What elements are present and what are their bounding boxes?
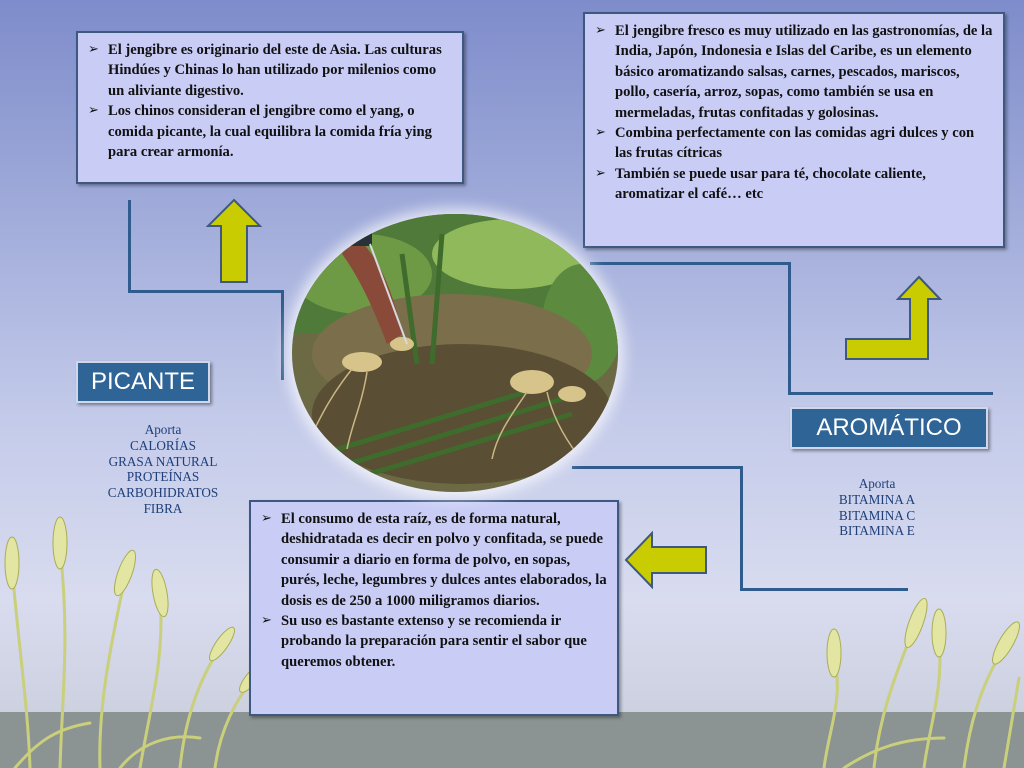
wheat-grass-left xyxy=(0,508,270,768)
up-arrow-icon xyxy=(206,198,262,284)
aromatico-label: AROMÁTICO xyxy=(790,407,988,449)
connector-line xyxy=(590,262,790,265)
nutrient-item: BITAMINA C xyxy=(838,507,916,523)
connector-line xyxy=(740,588,908,591)
origin-info-box xyxy=(76,31,464,184)
bullet-item: ➢ Los chinos consideran el jengibre como el yang, o comida picante, la cual equilibra la comida fría ying para crear armonía. xyxy=(88,101,452,162)
ginger-photo-illustration xyxy=(292,214,618,492)
gastronomy-info-box xyxy=(583,12,1005,248)
consumption-info-box xyxy=(249,500,619,716)
connector-line xyxy=(740,466,743,590)
gastronomy-bullet-list xyxy=(595,21,993,205)
bullet-item: ➢ Su uso es bastante extenso y se recomienda ir probando la preparación para sentir el sabor que queremos obtener. xyxy=(261,611,607,672)
nutrient-item: GRASA NATURAL xyxy=(108,453,218,469)
bullet-item: ➢ El jengibre es originario del este de Asia. Las culturas Hindúes y Chinas lo han utilizado por milenios como un aliviante digestivo. xyxy=(88,40,452,101)
origin-bullet-list xyxy=(88,40,452,162)
bullet-item: ➢ También se puede usar para té, chocolate caliente, aromatizar el café… etc xyxy=(595,164,993,205)
wheat-grass-right xyxy=(804,568,1024,768)
connector-line xyxy=(281,290,284,380)
nutrient-item: CARBOHIDRATOS xyxy=(107,485,219,501)
bullet-item: ➢ El jengibre fresco es muy utilizado en las gastronomías, de la India, Japón, Indonesia e Islas del Caribe, es un elemento básico aromatizando salsas, carnes, pescados, mariscos, pollo, casería, arroz, sopas, como también se usa en mermeladas, frutas confitadas y golosinas. xyxy=(595,21,993,123)
nutrient-item: FIBRA xyxy=(143,500,183,516)
left-arrow-icon xyxy=(624,531,708,589)
ginger-plant-photo xyxy=(292,214,618,492)
nutrient-item: BITAMINA A xyxy=(838,491,916,507)
nutrient-item: BITAMINA E xyxy=(839,523,915,539)
connector-line xyxy=(128,290,283,293)
nutrient-item: CALORÍAS xyxy=(130,437,196,453)
connector-line xyxy=(128,200,131,292)
nutrient-item: Aporta xyxy=(144,422,182,437)
nutrient-item: Aporta xyxy=(858,476,896,491)
aromatico-nutrients xyxy=(817,476,937,539)
picante-label: PICANTE xyxy=(76,361,210,403)
picante-nutrients xyxy=(88,422,238,517)
connector-line xyxy=(788,262,791,394)
consumption-bullet-list xyxy=(261,509,607,672)
connector-line xyxy=(788,392,993,395)
connector-line xyxy=(572,466,742,469)
bent-up-arrow-icon xyxy=(844,275,942,361)
bullet-item: ➢ El consumo de esta raíz, es de forma natural, deshidratada es decir en polvo y confitada, se puede consumir a diario en forma de polvo, en sopas, purés, leche, legumbres y dulces antes elaborados, la dosis es de 250 a 1000 miligramos diarios. xyxy=(261,509,607,611)
nutrient-item: PROTEÍNAS xyxy=(126,469,200,485)
bullet-item: ➢ Combina perfectamente con las comidas agri dulces y con las frutas cítricas xyxy=(595,123,993,164)
